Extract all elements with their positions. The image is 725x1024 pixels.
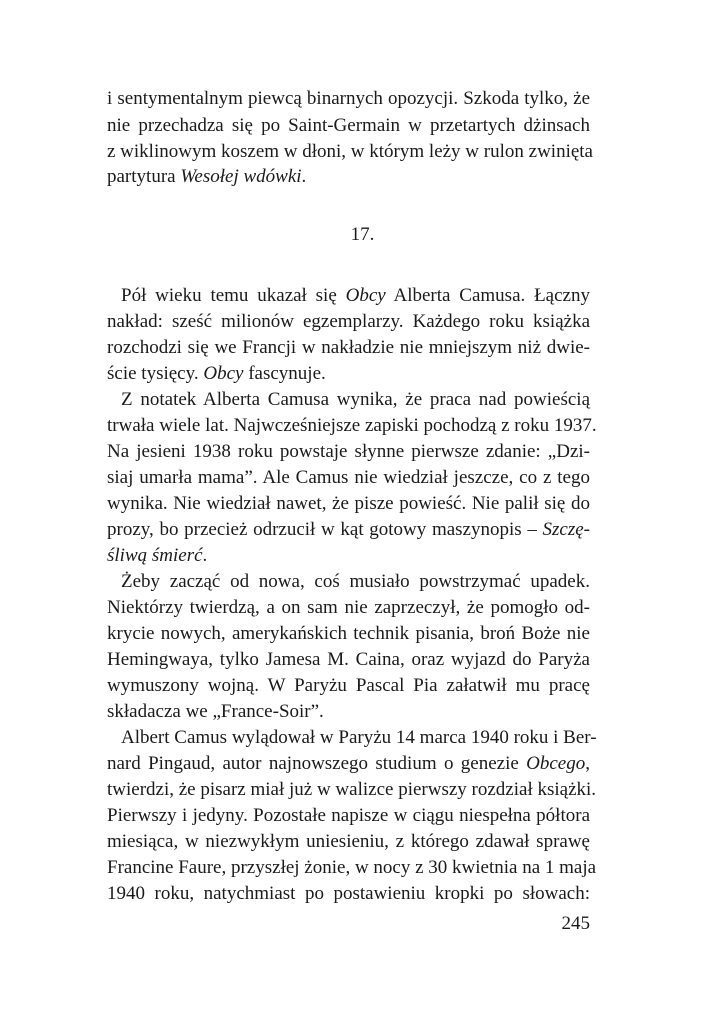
text-run: Żeby zacząć od nowa, coś musiało powstrzymać upadek. [121, 571, 590, 592]
text-run: 1940 roku, natychmiast po postawieniu kropki po słowach: [107, 883, 590, 904]
text-run: ście tysięcy. [107, 363, 204, 384]
text-run: , [585, 753, 590, 774]
text-run: nie przechadza się po Saint-Germain w przetartych dżinsach [107, 115, 590, 136]
text-line [107, 439, 590, 465]
text-run: i sentymentalnym piewcą binarnych opozycji. Szkoda tylko, że [107, 88, 590, 109]
text-run: składacza we „France-Soir”. [107, 701, 324, 722]
text-run: prozy, bo przecież odrzucił w kąt gotowy maszynopis – [107, 519, 543, 540]
text-run: z wiklinowym koszem w dłoni, w którym leży w rulon zwinięta [107, 141, 593, 162]
text-run: Na jesieni 1938 roku powstaje słynne pierwsze zdanie: „Dzi- [107, 441, 590, 462]
italic-title: śliwą śmierć [107, 545, 203, 566]
text-line [107, 673, 590, 699]
text-line [107, 413, 597, 439]
text-line [107, 164, 590, 190]
text-run: krycie nowych, amerykańskich technik pisania, broń Boże nie [107, 623, 590, 644]
text-line [107, 881, 590, 907]
italic-title: Szczę- [542, 519, 590, 540]
text-run: . [301, 166, 307, 187]
section-number: 17. [350, 224, 375, 245]
text-line [107, 829, 590, 855]
text-line [107, 283, 590, 309]
text-run: miesiąca, w niezwykłym uniesieniu, z którego zdawał sprawę [107, 831, 590, 852]
text-line [107, 543, 590, 569]
text-line [107, 725, 597, 751]
text-line [107, 113, 590, 139]
text-run: Hemingwaya, tylko Jamesa M. Caina, oraz wyjazd do Paryża [107, 649, 590, 670]
text-line [107, 777, 597, 803]
text-run: Niektórzy twierdzą, a on sam nie zaprzeczył, że pomogło od- [107, 597, 590, 618]
text-run: nard Pingaud, autor najnowszego studium o genezie [107, 753, 527, 774]
text-line [107, 309, 590, 335]
text-line [107, 335, 590, 361]
italic-title: Obcy [203, 363, 244, 384]
text-line [107, 387, 590, 413]
text-run: rozchodzi się we Francji w nakładzie nie mniejszym niż dwie- [107, 337, 590, 358]
text-run: Alberta Camusa. Łączny [385, 285, 590, 306]
text-run: trwała wiele lat. Najwcześniejsze zapiski pochodzą z roku 1937. [107, 415, 597, 436]
text-line [107, 621, 590, 647]
text-line [107, 86, 590, 112]
text-run: Z notatek Alberta Camusa wynika, że praca nad powieścią [121, 389, 590, 410]
text-line [107, 595, 590, 621]
text-run: partytura [107, 166, 181, 187]
page-number-text: 245 [561, 913, 590, 934]
text-run: Pół wieku temu ukazał się [121, 285, 346, 306]
text-line [107, 361, 590, 387]
text-line [107, 491, 590, 517]
text-run: Pierwszy i jedyny. Pozostałe napisze w ciągu niespełna półtora [107, 805, 590, 826]
text-line [107, 139, 593, 165]
italic-title: Obcy [345, 285, 386, 306]
italic-title: Wesołej wdówki [180, 166, 302, 187]
section-heading [0, 222, 725, 248]
text-line [107, 517, 590, 543]
text-line [107, 855, 597, 881]
text-run: Albert Camus wylądował w Paryżu 14 marca 1940 roku i Ber- [121, 727, 597, 748]
text-run: fascynuje. [243, 363, 326, 384]
text-line [107, 699, 590, 725]
text-run: nakład: sześć milionów egzemplarzy. Każdego roku książka [107, 311, 590, 332]
text-line [107, 569, 590, 595]
text-line [107, 751, 590, 777]
text-run: Francine Faure, przyszłej żonie, w nocy z 30 kwietnia na 1 maja [107, 857, 597, 878]
text-run: wymuszony wojną. W Paryżu Pascal Pia załatwił mu pracę [107, 675, 590, 696]
text-run: twierdzi, że pisarz miał już w walizce pierwszy rozdział książki. [107, 779, 597, 800]
text-run: . [202, 545, 208, 566]
italic-title: Obcego [526, 753, 586, 774]
page-number [562, 911, 591, 937]
text-line [107, 803, 590, 829]
text-line [107, 647, 590, 673]
text-run: wynika. Nie wiedział nawet, że pisze powieść. Nie palił się do [107, 493, 590, 514]
text-line [107, 465, 590, 491]
text-run: siaj umarła mama”. Ale Camus nie wiedział jeszcze, co z tego [107, 467, 590, 488]
